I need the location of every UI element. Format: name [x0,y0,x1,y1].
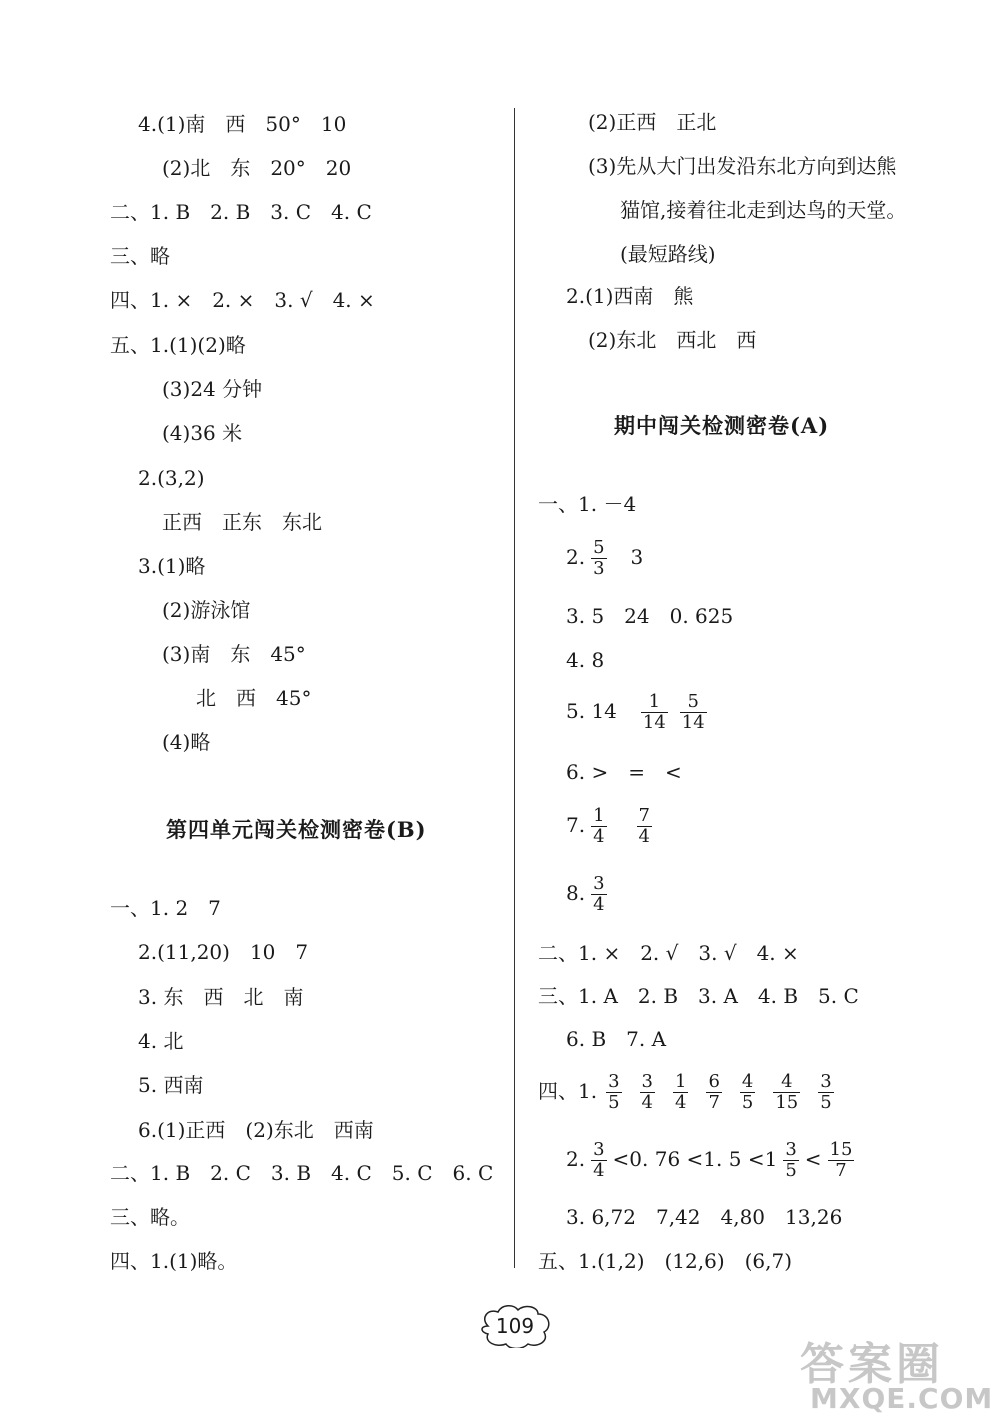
fraction: $\frac{3}{4}$ [593,873,605,915]
left-line-m3: 3. 东 西 北 南 [138,985,304,1009]
numerator: 6 [708,1071,720,1092]
fraction-6 [773,1072,800,1113]
denominator: 4 [641,1092,653,1113]
right-line-1: (2)正西 正北 [588,110,717,134]
left-line-6: 五、1.(1)(2)略 [110,333,246,357]
fraction: $\frac{1}{14}$ [642,691,666,733]
left-line-5: 四、1. × 2. × 3. √ 4. × [110,288,375,312]
section-heading-midterm-a: 期中闯关检测密卷(A) [614,413,830,438]
denominator: 5 [820,1092,832,1113]
right-line-6: (2)东北 西北 西 [588,328,757,352]
fraction: $\frac{15}{7}$ [829,1139,853,1181]
left-line-12: (2)游泳馆 [162,598,251,622]
right-q10: 三、1. A 2. B 3. A 4. B 5. C [538,984,859,1008]
right-q8 [566,874,613,915]
section-heading-unit4-b: 第四单元闯关检测密卷(B) [166,817,427,842]
fraction: $\frac{3}{5}$ [785,1139,797,1181]
left-line-3: 二、1. B 2. B 3. C 4. C [110,200,372,224]
numerator: 3 [608,1071,620,1092]
right-q11: 6. B 7. A [566,1027,667,1051]
fraction-5 [740,1072,755,1113]
right-q2 [566,538,643,579]
fraction-2 [640,1072,655,1113]
left-line-9: 2.(3,2) [138,466,205,490]
q13-label: 2. [566,1147,586,1171]
left-line-11: 3.(1)略 [138,554,206,578]
left-line-1: 4.(1)南 西 50° 10 [138,112,347,136]
fraction: $\frac{3}{4}$ [593,1139,605,1181]
fraction-3 [673,1072,688,1113]
q13-less-than: < [804,1147,822,1171]
numerator: 3 [641,1071,653,1092]
left-line-m1: 一、1. 2 7 [110,896,221,920]
left-line-m5: 5. 西南 [138,1073,204,1097]
right-q1: 一、1. －4 [538,492,637,516]
numerator: 4 [741,1071,754,1092]
left-line-m4: 4. 北 [138,1029,184,1053]
denominator: 5 [608,1092,620,1113]
denominator: 15 [775,1092,799,1113]
numerator: 3 [820,1071,832,1092]
right-line-3: 猫馆,接着往北走到达鸟的天堂。 [620,198,907,222]
right-q5 [566,692,713,733]
left-line-2: (2)北 东 20° 20 [162,156,352,180]
left-line-7: (3)24 分钟 [162,377,263,401]
denominator: 4 [675,1092,687,1113]
fraction-1 [606,1072,621,1113]
fraction: $\frac{7}{4}$ [638,805,650,847]
q13-middle: <0. 76 <1. 5 <1 [612,1147,778,1171]
left-line-15: (4)略 [162,730,211,754]
fraction: $\frac{1}{4}$ [593,805,605,847]
right-q13 [566,1140,860,1181]
right-q12 [538,1072,843,1113]
page-number: 109 [495,1314,535,1338]
right-q15: 五、1.(1,2) (12,6) (6,7) [538,1249,793,1273]
fraction: $\frac{5}{3}$ [593,537,605,579]
right-q9: 二、1. × 2. √ 3. √ 4. × [538,941,799,965]
fraction: $\frac{5}{14}$ [681,691,705,733]
right-line-2: (3)先从大门出发沿东北方向到达熊 [588,154,897,178]
q7-label: 7. [566,813,586,837]
right-q14: 3. 6,72 7,42 4,80 13,26 [566,1205,843,1229]
right-line-4: (最短路线) [620,242,716,266]
fraction-7 [818,1072,833,1113]
denominator: 7 [708,1092,720,1113]
left-line-13: (3)南 东 45° [162,642,306,666]
watermark-logo [770,1328,992,1416]
right-q3: 3. 5 24 0. 625 [566,604,734,628]
numerator: 1 [675,1071,687,1092]
right-q6: 6. > = < [566,760,682,784]
q8-label: 8. [566,881,586,905]
right-line-5: 2.(1)西南 熊 [566,284,694,308]
left-line-m2: 2.(11,20) 10 7 [138,940,309,964]
watermark-bottom-text: MXQE.COM [810,1382,994,1415]
denominator: 5 [741,1092,754,1113]
numerator: 4 [773,1072,800,1093]
q12-label: 四、1. [538,1079,598,1103]
page-number-badge [478,1304,552,1348]
q5-label: 5. 14 [566,699,617,723]
watermark-top-text: 答案圈 [800,1339,944,1390]
fraction-4 [706,1072,721,1113]
left-line-m9: 四、1.(1)略。 [110,1249,238,1273]
column-divider [514,108,515,1268]
left-line-14: 北 西 45° [196,686,312,710]
q12-fraction-list [597,1071,843,1113]
left-line-10: 正西 正东 东北 [162,510,322,534]
left-line-8: (4)36 米 [162,421,243,445]
left-line-m7: 二、1. B 2. C 3. B 4. C 5. C 6. C [110,1161,494,1185]
left-line-m6: 6.(1)正西 (2)东北 西南 [138,1118,374,1142]
q2-tail: 3 [630,545,644,569]
left-line-4: 三、略 [110,244,170,268]
right-q4: 4. 8 [566,648,605,672]
left-line-m8: 三、略。 [110,1205,190,1229]
q2-label: 2. [566,545,586,569]
right-q7 [566,806,658,847]
